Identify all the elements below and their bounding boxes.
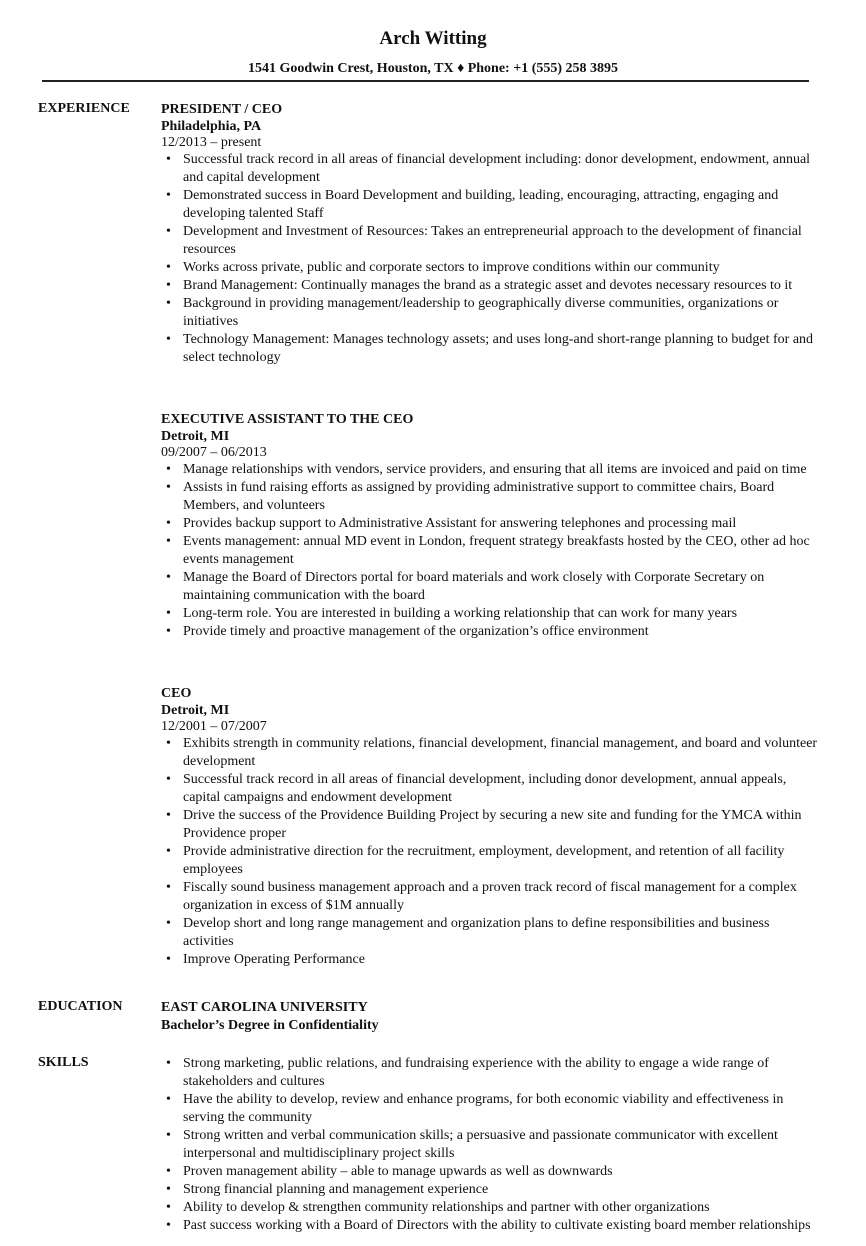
list-item: • Manage the Board of Directors portal for board materials and work closely with Corporate Secretary on maintaining communication with the board (183, 569, 821, 605)
job-location: Philadelphia, PA (161, 119, 262, 134)
list-item: • Background in providing management/leadership to geographically diverse communities, organizations or initiatives (183, 295, 821, 331)
job-dates: 12/2013 – present (161, 135, 262, 150)
list-item: • Past success working with a Board of Directors with the ability to cultivate existing board member relationships (183, 1217, 821, 1235)
list-item: • Have the ability to develop, review and enhance programs, for both economic viability and effectiveness in serving the community (183, 1091, 821, 1127)
job-entry (161, 411, 821, 641)
list-item: • Successful track record in all areas of financial development, including donor development, annual appeals, capital campaigns and endowment development (183, 771, 821, 807)
job-bullet-list (161, 151, 821, 367)
list-item: • Manage relationships with vendors, service providers, and ensuring that all items are invoiced and paid on time (183, 461, 821, 479)
education-section-label: EDUCATION (38, 999, 123, 1014)
list-item: • Events management: annual MD event in London, frequent strategy breakfasts hosted by the CEO, other ad hoc events management (183, 533, 821, 569)
list-item: • Assists in fund raising efforts as assigned by providing administrative support to committee chairs, Board Members, and volunteers (183, 479, 821, 515)
list-item: • Brand Management: Continually manages the brand as a strategic asset and devotes necessary resources to it (183, 277, 821, 295)
list-item: • Proven management ability – able to manage upwards as well as downwards (183, 1163, 821, 1181)
job-entry (161, 685, 821, 969)
job-title: EXECUTIVE ASSISTANT TO THE CEO (161, 412, 414, 427)
list-item: • Works across private, public and corporate sectors to improve conditions within our community (183, 259, 821, 277)
job-bullet-list (161, 461, 821, 641)
list-item: • Develop short and long range management and organization plans to define responsibilities and business activities (183, 915, 821, 951)
list-item: • Provides backup support to Administrative Assistant for answering telephones and processing mail (183, 515, 821, 533)
list-item: • Strong financial planning and management experience (183, 1181, 821, 1199)
job-dates: 09/2007 – 06/2013 (161, 445, 267, 460)
header-divider (42, 80, 809, 82)
list-item: • Strong written and verbal communication skills; a persuasive and passionate communicator with excellent interpersonal and multidisciplinary project skills (183, 1127, 821, 1163)
skills-section-label: SKILLS (38, 1055, 89, 1070)
list-item: • Provide timely and proactive management of the organization’s office environment (183, 623, 821, 641)
job-location: Detroit, MI (161, 703, 230, 718)
list-item: • Drive the success of the Providence Building Project by securing a new site and funding for the YMCA within Providence proper (183, 807, 821, 843)
list-item: • Demonstrated success in Board Development and building, leading, encouraging, attracting, engaging and developing talented Staff (183, 187, 821, 223)
job-title: PRESIDENT / CEO (161, 102, 283, 117)
list-item: • Long-term role. You are interested in building a working relationship that can work for many years (183, 605, 821, 623)
experience-section-label: EXPERIENCE (38, 101, 130, 116)
job-entry (161, 101, 821, 367)
candidate-name: Arch Witting (379, 28, 487, 49)
list-item: • Strong marketing, public relations, and fundraising experience with the ability to engage a wide range of stakeholders and cultures (183, 1055, 821, 1091)
job-location: Detroit, MI (161, 429, 230, 444)
skills-entry (161, 1055, 821, 1235)
list-item: • Development and Investment of Resources: Takes an entrepreneurial approach to the development of financial resources (183, 223, 821, 259)
skills-bullet-list (161, 1055, 821, 1235)
list-item: • Successful track record in all areas of financial development including: donor development, endowment, annual and capital development (183, 151, 821, 187)
list-item: • Provide administrative direction for the recruitment, employment, development, and retention of all facility employees (183, 843, 821, 879)
list-item: • Ability to develop & strengthen community relationships and partner with other organizations (183, 1199, 821, 1217)
job-title: CEO (161, 686, 192, 701)
degree: Bachelor’s Degree in Confidentiality (161, 1018, 379, 1033)
list-item: • Technology Management: Manages technology assets; and uses long-and short-range planning to budget for and select technology (183, 331, 821, 367)
contact-line: 1541 Goodwin Crest, Houston, TX ♦ Phone: +1 (555) 258 3895 (247, 61, 619, 76)
education-entry (161, 999, 821, 1035)
job-bullet-list (161, 735, 821, 969)
list-item: • Exhibits strength in community relations, financial development, financial management, and board and volunteer development (183, 735, 821, 771)
school-name: EAST CAROLINA UNIVERSITY (161, 1000, 368, 1015)
list-item: • Fiscally sound business management approach and a proven track record of fiscal management for a complex organization in excess of $1M annually (183, 879, 821, 915)
job-dates: 12/2001 – 07/2007 (161, 719, 267, 734)
list-item: • Improve Operating Performance (183, 951, 821, 969)
